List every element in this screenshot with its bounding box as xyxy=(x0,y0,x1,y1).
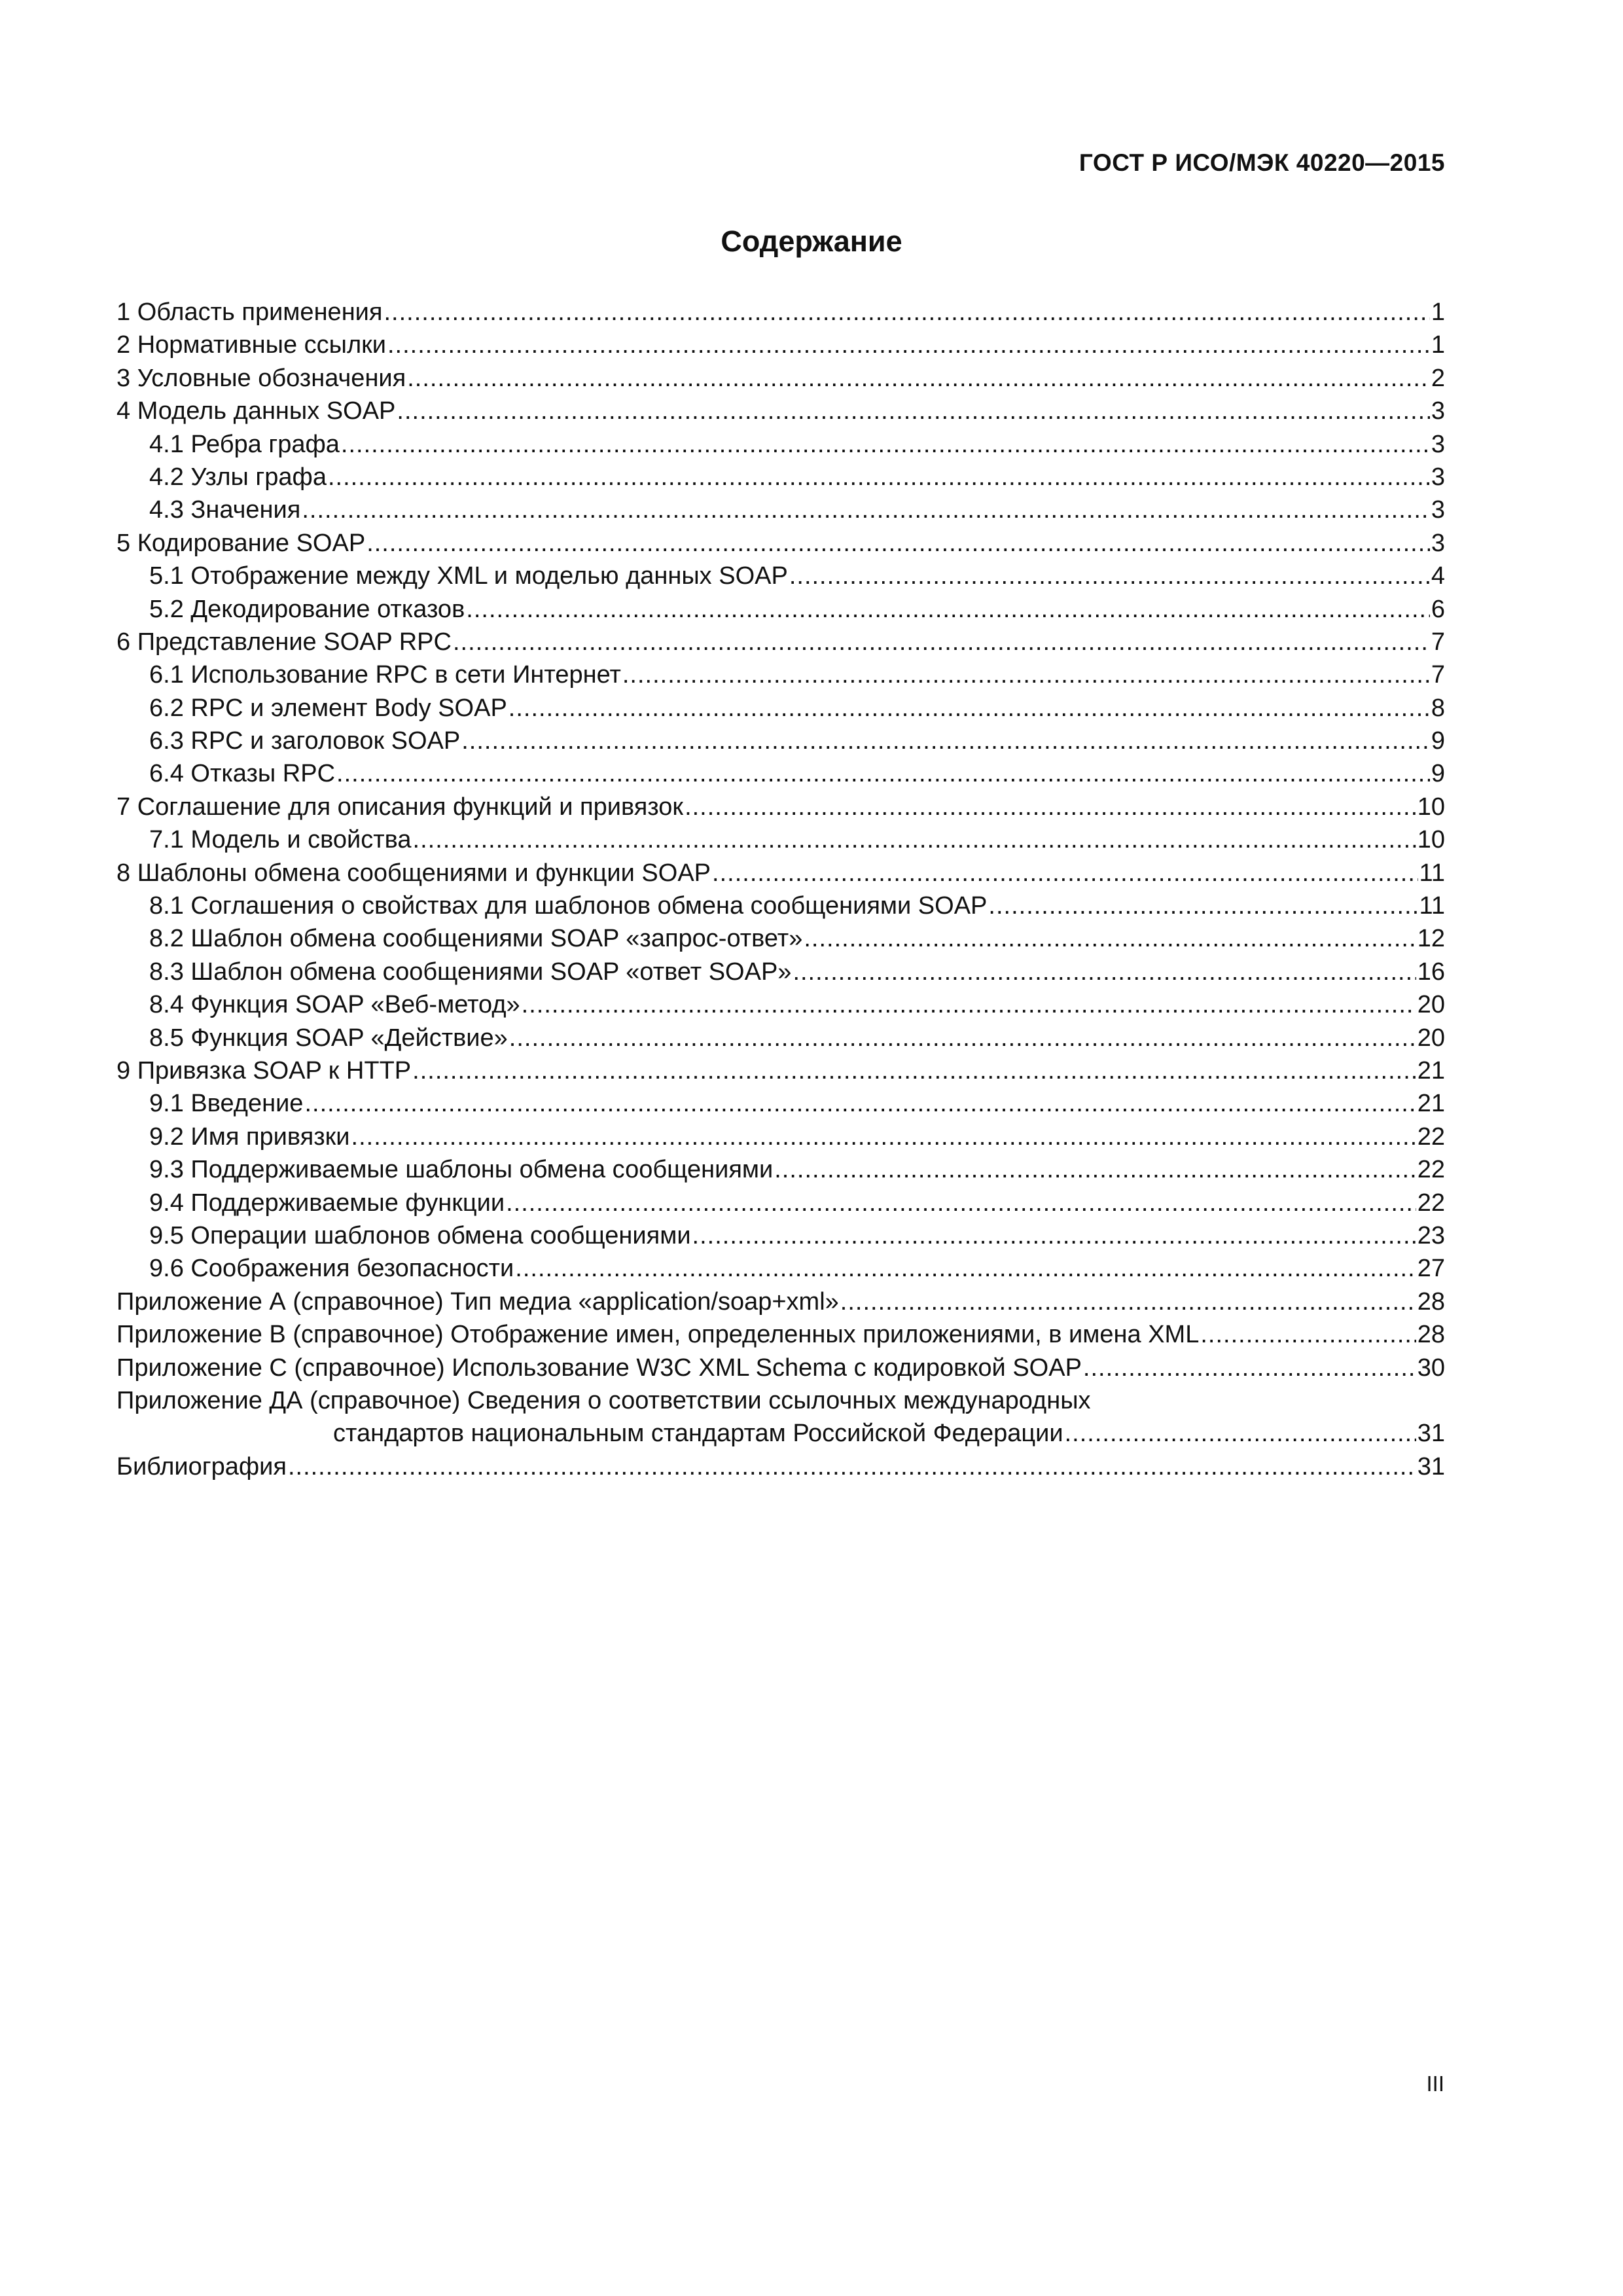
toc-entry-label: 8.3 Шаблон обмена сообщениями SOAP «ответ SOAP» xyxy=(149,958,792,986)
toc-entry-page: 31 xyxy=(1417,1452,1445,1480)
toc-dot-leader xyxy=(1065,1417,1416,1450)
toc-entry xyxy=(116,527,1445,560)
toc-entry-page: 28 xyxy=(1417,1287,1445,1316)
toc-entry xyxy=(116,823,1445,856)
toc-entry xyxy=(116,1285,1445,1318)
toc-entry-label: 3 Условные обозначения xyxy=(116,364,406,392)
toc-dot-leader xyxy=(506,1187,1416,1219)
toc-entry xyxy=(116,791,1445,823)
toc-entry xyxy=(116,1187,1445,1219)
toc-entry xyxy=(116,1450,1445,1483)
toc-dot-leader xyxy=(789,560,1430,592)
toc-entry xyxy=(116,725,1445,757)
toc-entry-page: 3 xyxy=(1431,463,1445,491)
toc-entry-label: 9.3 Поддерживаемые шаблоны обмена сообщениями xyxy=(149,1156,774,1184)
toc-entry-page: 22 xyxy=(1417,1122,1445,1151)
toc-entry-page: 31 xyxy=(1417,1420,1445,1448)
toc-entry-label: 9.4 Поддерживаемые функции xyxy=(149,1189,505,1217)
toc-entry-label: 8.4 Функция SOAP «Веб-метод» xyxy=(149,991,520,1019)
toc-entry xyxy=(116,1384,1445,1417)
toc-entry-label: Приложение А (справочное) Тип медиа «application/soap+xml» xyxy=(116,1287,839,1316)
toc-entry-page: 9 xyxy=(1431,727,1445,755)
toc-entry xyxy=(116,395,1445,427)
toc-entry-label: 5 Кодирование SOAP xyxy=(116,529,366,557)
toc-entry xyxy=(116,1318,1445,1351)
toc-entry-label: Приложение С (справочное) Использование W3C XML Schema с кодировкой SOAP xyxy=(116,1354,1082,1382)
toc-entry xyxy=(116,1087,1445,1120)
toc-entry-label: 9.1 Введение xyxy=(149,1090,304,1118)
toc-entry xyxy=(116,1054,1445,1087)
toc-dot-leader xyxy=(712,857,1418,889)
toc-entry-page: 10 xyxy=(1417,793,1445,821)
toc-entry-label: 1 Область применения xyxy=(116,298,383,326)
toc-dot-leader xyxy=(515,1252,1416,1285)
toc-entry-page: 28 xyxy=(1417,1321,1445,1349)
toc-dot-leader xyxy=(397,395,1429,427)
toc-dot-leader xyxy=(412,1054,1416,1087)
toc-dot-leader xyxy=(1200,1318,1416,1351)
toc-entry-label: 9 Привязка SOAP к HTTP xyxy=(116,1056,412,1085)
toc-entry-page: 6 xyxy=(1431,595,1445,623)
toc-entry-page: 21 xyxy=(1417,1090,1445,1118)
toc-entry-label: 4.1 Ребра графа xyxy=(149,430,340,458)
toc-entry-label: 5.2 Декодирование отказов xyxy=(149,595,465,623)
toc-dot-leader xyxy=(383,296,1429,329)
toc-entry xyxy=(116,362,1445,395)
toc-entry-page: 7 xyxy=(1431,628,1445,656)
toc-dot-leader xyxy=(351,1121,1416,1153)
toc-entry-page: 10 xyxy=(1417,826,1445,854)
toc-entry-label: 4.2 Узлы графа xyxy=(149,463,327,491)
toc-dot-leader xyxy=(328,461,1430,493)
toc-entry xyxy=(116,757,1445,790)
toc-dot-leader xyxy=(407,362,1430,395)
toc-entry-page: 21 xyxy=(1417,1056,1445,1085)
toc-dot-leader xyxy=(804,922,1416,955)
toc-entry xyxy=(116,461,1445,493)
toc-entry-page: 30 xyxy=(1417,1354,1445,1382)
toc-entry xyxy=(116,988,1445,1021)
toc-entry-label: Приложение В (справочное) Отображение имен, определенных приложениями, в имена XML xyxy=(116,1321,1200,1349)
toc-entry-page: 8 xyxy=(1431,694,1445,722)
toc-entry-page: 27 xyxy=(1417,1255,1445,1283)
toc-entry-label: 7 Соглашение для описания функций и привязок xyxy=(116,793,684,821)
toc-entry xyxy=(116,692,1445,725)
toc-dot-leader xyxy=(840,1285,1416,1318)
toc-entry-page: 4 xyxy=(1431,562,1445,590)
document-code: ГОСТ Р ИСО/МЭК 40220—2015 xyxy=(1079,149,1445,176)
toc-dot-leader xyxy=(988,889,1418,922)
toc-entry-label: 6.3 RPC и заголовок SOAP xyxy=(149,727,461,755)
toc-dot-leader xyxy=(522,988,1416,1021)
toc-entry-label: 9.5 Операции шаблонов обмена сообщениями xyxy=(149,1221,691,1249)
toc-entry xyxy=(116,1219,1445,1252)
toc-entry-label: 9.2 Имя привязки xyxy=(149,1122,350,1151)
toc-entry-page: 12 xyxy=(1417,925,1445,953)
toc-entry-page: 3 xyxy=(1431,430,1445,458)
toc-entry-page: 3 xyxy=(1431,496,1445,524)
toc-entry-page: 22 xyxy=(1417,1156,1445,1184)
toc-entry-page: 11 xyxy=(1419,892,1445,920)
toc-dot-leader xyxy=(692,1219,1416,1252)
toc-entry-page: 2 xyxy=(1431,364,1445,392)
toc-entry-label: 6.4 Отказы RPC xyxy=(149,760,336,788)
toc-entry-label: 7.1 Модель и свойства xyxy=(149,826,412,854)
toc-dot-leader xyxy=(466,593,1430,626)
toc-dot-leader xyxy=(685,791,1416,823)
toc-entry-label: 8 Шаблоны обмена сообщениями и функции SOAP xyxy=(116,859,711,887)
toc-entry-label: 9.6 Соображения безопасности xyxy=(149,1255,514,1283)
toc-entry xyxy=(116,560,1445,592)
toc-entry xyxy=(116,626,1445,658)
toc-entry xyxy=(116,1121,1445,1153)
toc-entry-label: 8.1 Соглашения о свойствах для шаблонов обмена сообщениями SOAP xyxy=(149,892,988,920)
toc-entry xyxy=(116,593,1445,626)
toc-entry-label: стандартов национальным стандартам Российской Федерации xyxy=(333,1420,1063,1448)
toc-dot-leader xyxy=(508,692,1430,725)
toc-dot-leader xyxy=(461,725,1430,757)
page-title: Содержание xyxy=(721,224,902,258)
table-of-contents xyxy=(116,296,1445,1483)
toc-entry-label: 8.2 Шаблон обмена сообщениями SOAP «запрос-ответ» xyxy=(149,925,803,953)
page-number: III xyxy=(1426,2072,1444,2096)
toc-entry-page: 11 xyxy=(1419,859,1445,887)
toc-entry-label: 4 Модель данных SOAP xyxy=(116,397,396,425)
toc-dot-leader xyxy=(288,1450,1416,1483)
toc-dot-leader xyxy=(774,1153,1416,1186)
toc-entry-page: 7 xyxy=(1431,661,1445,689)
toc-dot-leader xyxy=(304,1087,1416,1120)
toc-entry-label: 6.2 RPC и элемент Body SOAP xyxy=(149,694,507,722)
toc-dot-leader xyxy=(336,757,1430,790)
toc-entry-page: 9 xyxy=(1431,760,1445,788)
toc-entry-label: 5.1 Отображение между XML и моделью данных SOAP xyxy=(149,562,788,590)
toc-entry xyxy=(116,493,1445,526)
toc-entry-label: 4.3 Значения xyxy=(149,496,301,524)
toc-entry xyxy=(116,857,1445,889)
toc-entry-page: 1 xyxy=(1431,298,1445,326)
toc-dot-leader xyxy=(793,956,1416,988)
toc-entry-label: 6 Представление SOAP RPC xyxy=(116,628,452,656)
toc-entry-page: 23 xyxy=(1417,1221,1445,1249)
toc-dot-leader xyxy=(453,626,1430,658)
toc-entry-label: 8.5 Функция SOAP «Действие» xyxy=(149,1024,508,1052)
toc-entry-label: Приложение ДА (справочное) Сведения о соответствии ссылочных международных xyxy=(116,1386,1091,1414)
toc-dot-leader xyxy=(622,658,1430,691)
toc-entry-page: 3 xyxy=(1431,397,1445,425)
toc-entry xyxy=(116,428,1445,461)
toc-dot-leader xyxy=(341,428,1430,461)
toc-dot-leader xyxy=(366,527,1430,560)
toc-entry-page: 22 xyxy=(1417,1189,1445,1217)
toc-entry xyxy=(116,1252,1445,1285)
toc-entry-page: 1 xyxy=(1431,331,1445,359)
toc-entry-page: 20 xyxy=(1417,991,1445,1019)
toc-entry-label: 6.1 Использование RPC в сети Интернет xyxy=(149,661,621,689)
toc-dot-leader xyxy=(387,329,1430,361)
toc-entry xyxy=(116,329,1445,361)
toc-entry-label: Библиография xyxy=(116,1452,287,1480)
toc-entry xyxy=(116,1153,1445,1186)
toc-entry xyxy=(116,956,1445,988)
toc-entry xyxy=(116,658,1445,691)
toc-entry-page: 3 xyxy=(1431,529,1445,557)
toc-entry xyxy=(116,889,1445,922)
toc-entry xyxy=(116,1022,1445,1054)
toc-entry xyxy=(116,296,1445,329)
toc-dot-leader xyxy=(509,1022,1416,1054)
toc-entry-page: 20 xyxy=(1417,1024,1445,1052)
toc-entry-page: 16 xyxy=(1417,958,1445,986)
toc-entry xyxy=(116,1417,1445,1450)
toc-dot-leader xyxy=(413,823,1416,856)
toc-entry-label: 2 Нормативные ссылки xyxy=(116,331,386,359)
toc-entry xyxy=(116,1352,1445,1384)
toc-entry xyxy=(116,922,1445,955)
toc-dot-leader xyxy=(302,493,1430,526)
toc-dot-leader xyxy=(1083,1352,1416,1384)
